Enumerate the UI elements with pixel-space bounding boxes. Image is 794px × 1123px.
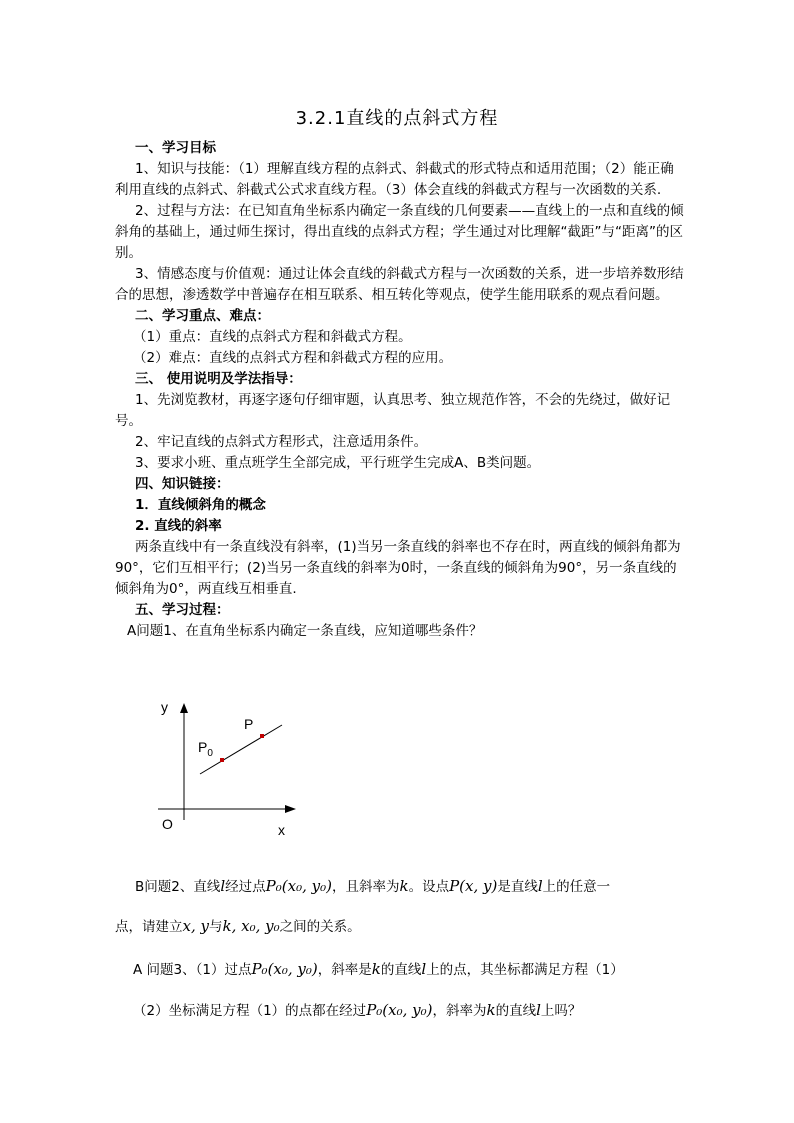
objective-knowledge: 1、知识与技能：（1）理解直线方程的点斜式、斜截式的形式特点和适用范围；（2）能正确利用直线的点斜式、斜截式公式求直线方程。（3）体会直线的斜截式方程与一次函数的关系. (115, 161, 674, 198)
p0-label: $P_0$ (198, 739, 213, 759)
knowledge-item-2: 2. 直线的斜率 (135, 518, 222, 534)
objective-attitude: 3、情感态度与价值观：通过让体会直线的斜截式方程与一次函数的关系，进一步培养数形结合的思想，渗透数学中普遍存在相互联系、相互转化等观点，使学生能用联系的观点看问题。 (115, 266, 684, 303)
x-label: x (278, 822, 285, 838)
question-b2-cont: 点，请建立x, y与k, x₀, y₀之间的关系。 (115, 917, 361, 935)
y-label: y (161, 699, 168, 715)
question-b2: B问题2、直线l经过点P₀(x₀, y₀)，且斜率为k。设点P(x, y)是直线l上的任意一 (135, 877, 611, 895)
section-heading-4: 四、知识链接： (135, 476, 230, 492)
p-label: P (244, 716, 254, 732)
difficult-point: （2）难点：直线的点斜式方程和斜截式方程的应用。 (133, 350, 453, 366)
objective-process: 2、过程与方法：在已知直角坐标系内确定一条直线的几何要素——直线上的一点和直线的倾斜角的基础上，通过师生探讨，得出直线的点斜式方程；学生通过对比理解“截距”与“距离”的区别。 (115, 203, 684, 261)
origin-label: O (162, 816, 173, 832)
coordinate-figure (150, 695, 310, 840)
question-a1: A问题1、在直角坐标系内确定一条直线，应知道哪些条件？ (127, 623, 483, 639)
section-heading-1: 一、学习目标 (135, 140, 216, 156)
instruction-3: 3、要求小班、重点班学生全部完成，平行班学生完成A、B类问题。 (135, 455, 541, 471)
document-body (115, 138, 685, 642)
instruction-1: 1、先浏览教材，再逐字逐句仔细审题，认真思考、独立规范作答，不会的先绕过，做好记号。 (115, 392, 671, 429)
section-heading-5: 五、学习过程： (135, 602, 230, 618)
section-heading-3: 三、 使用说明及学法指导： (135, 371, 302, 387)
x-axis-arrow (285, 805, 296, 813)
instruction-2: 2、牢记直线的点斜式方程形式，注意适用条件。 (135, 434, 428, 450)
section-heading-2: 二、学习重点、难点： (135, 308, 270, 324)
point-p (260, 734, 264, 738)
knowledge-item-1: 1．直线倾斜角的概念 (135, 497, 266, 513)
question-a3-part2: （2）坐标满足方程（1）的点都在经过P₀(x₀, y₀)，斜率为k的直线l上吗？ (133, 1001, 582, 1019)
question-a3: A 问题3、（1）过点P₀(x₀, y₀)，斜率是k的直线l上的点，其坐标都满足方程（1） (133, 960, 624, 978)
point-p0 (220, 758, 224, 762)
key-point: （1）重点：直线的点斜式方程和斜截式方程。 (133, 329, 412, 345)
document-title: 3.2.1直线的点斜式方程 (295, 108, 499, 129)
slope-paragraph: 两条直线中有一条直线没有斜率，(1)当另一条直线的斜率也不存在时，两直线的倾斜角都为90°，它们互相平行；(2)当另一条直线的斜率为0时，一条直线的倾斜角为90°，另一条直线的倾斜角为0°，两直线互相垂直. (115, 539, 681, 597)
y-axis-arrow (180, 703, 188, 713)
